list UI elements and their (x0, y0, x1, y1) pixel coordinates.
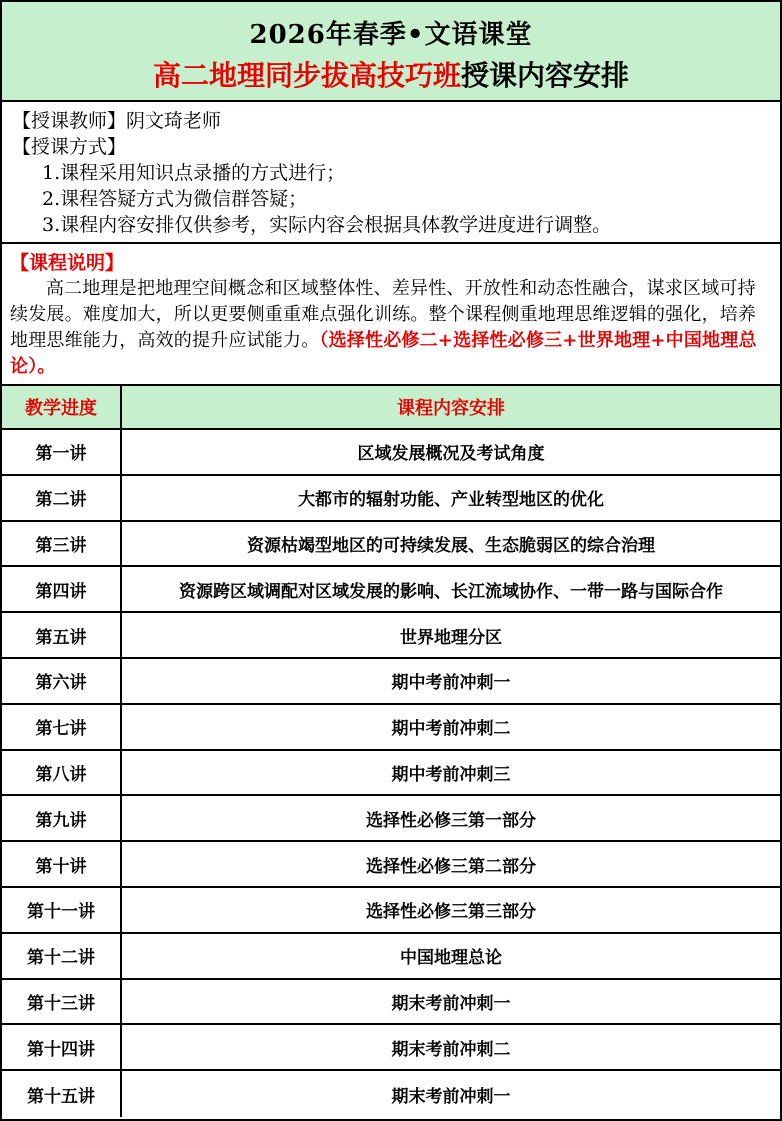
course-description (2, 244, 780, 386)
header-subtitle (2, 54, 780, 94)
lesson-content: 期末考前冲刺二 (391, 1039, 511, 1060)
lesson-content: 选择性必修三第一部分 (366, 810, 536, 831)
lesson-number: 第五讲 (2, 613, 122, 657)
description-text (10, 276, 772, 380)
lesson-content: 资源跨区域调配对区域发展的影响、长江流域协作、一带一路与国际合作 (179, 581, 723, 602)
lesson-content: 资源枯竭型地区的可持续发展、生态脆弱区的综合治理 (247, 535, 655, 556)
schedule-table (2, 386, 780, 1117)
table-row (2, 613, 780, 659)
lesson-number: 第十三讲 (2, 980, 122, 1024)
description-body: 高二地理是把地理空间概念和区域整体性、差异性、开放性和动态性融合，谋求区域可持续发展。难度加大，所以更要侧重重难点强化训练。整个课程侧重地理思维逻辑的强化，培养地理思维能力，高效的提升应试能力。 (10, 278, 757, 351)
table-row (2, 1071, 780, 1117)
teacher-line: 【授课教师】阴文琦老师 (12, 110, 222, 132)
table-row (2, 430, 780, 476)
lesson-content: 大都市的辐射功能、产业转型地区的优化 (298, 490, 604, 511)
lesson-number: 第三讲 (2, 522, 122, 566)
lesson-number: 第七讲 (2, 705, 122, 749)
lesson-number: 第一讲 (2, 430, 122, 474)
header-content: 课程内容安排 (397, 398, 505, 419)
header (2, 2, 780, 102)
table-row (2, 888, 780, 934)
lesson-content: 选择性必修三第二部分 (366, 856, 536, 877)
method-item: 2.课程答疑方式为微信群答疑； (42, 188, 308, 210)
lesson-number: 第十二讲 (2, 934, 122, 978)
header-title: 2026年春季•文语课堂 (249, 20, 533, 50)
lesson-number: 第九讲 (2, 796, 122, 840)
lesson-number: 第十四讲 (2, 1025, 122, 1069)
lesson-number: 第十讲 (2, 842, 122, 886)
lesson-content: 区域发展概况及考试角度 (357, 444, 545, 465)
lesson-content: 期中考前冲刺一 (391, 673, 511, 694)
table-header-row (2, 386, 780, 430)
table-row (2, 934, 780, 980)
lesson-content: 期末考前冲刺一 (391, 993, 511, 1014)
lesson-content: 期末考前冲刺一 (391, 1086, 511, 1107)
lesson-number: 第八讲 (2, 751, 122, 795)
lesson-number: 第四讲 (2, 567, 122, 611)
table-row (2, 567, 780, 613)
subtitle-suffix: 授课内容安排 (461, 59, 630, 92)
lesson-number: 第十一讲 (2, 888, 122, 932)
teaching-info (2, 102, 780, 244)
lesson-content: 选择性必修三第三部分 (366, 902, 536, 923)
table-row (2, 751, 780, 797)
table-row (2, 842, 780, 888)
method-item: 3.课程内容安排仅供参考，实际内容会根据具体教学进度进行调整。 (42, 214, 612, 236)
lesson-number: 第六讲 (2, 659, 122, 703)
lesson-content: 世界地理分区 (400, 627, 502, 648)
lesson-content: 中国地理总论 (400, 948, 502, 969)
table-row (2, 796, 780, 842)
header-progress: 教学进度 (2, 386, 122, 428)
course-name: 高二地理同步拔高技巧班 (152, 59, 461, 92)
table-row (2, 522, 780, 568)
description-modules: （选择性必修二+选择性必修三+世界地理+中国地理总论）。 (10, 330, 757, 377)
table-row (2, 659, 780, 705)
method-title: 【授课方式】 (12, 136, 127, 158)
description-title: 【课程说明】 (10, 252, 125, 274)
lesson-number: 第十五讲 (2, 1071, 122, 1117)
table-row (2, 980, 780, 1026)
lesson-number: 第二讲 (2, 476, 122, 520)
method-item: 1.课程采用知识点录播的方式进行； (42, 162, 346, 184)
table-row (2, 1025, 780, 1071)
table-row (2, 476, 780, 522)
table-row (2, 705, 780, 751)
lesson-content: 期中考前冲刺三 (391, 764, 511, 785)
lesson-content: 期中考前冲刺二 (391, 719, 511, 740)
